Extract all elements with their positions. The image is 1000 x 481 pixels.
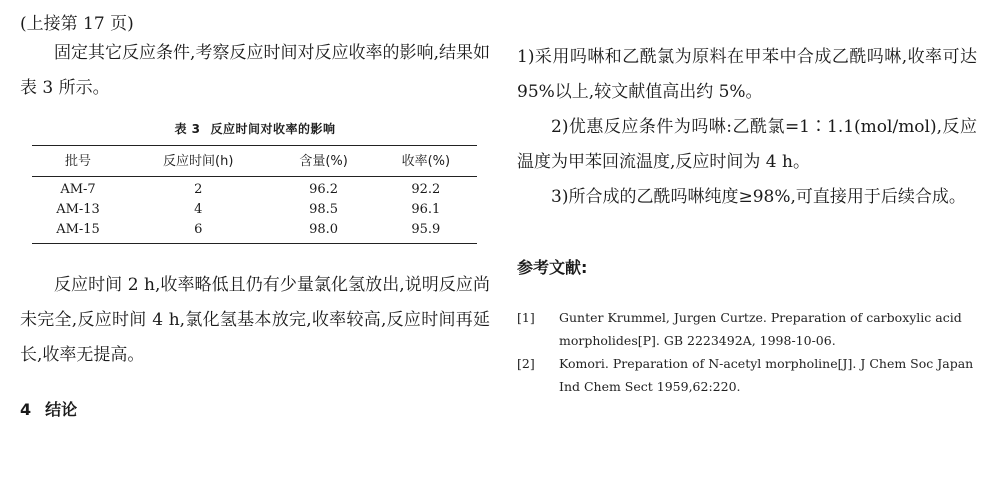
cell-batch: AM-15 [32,220,124,244]
reaction-time-table [32,145,477,244]
table-caption [20,120,490,137]
cell-reaction-time: 4 [194,202,203,217]
reference-item [517,352,977,398]
cell-content: 96.2 [309,182,339,197]
cell-reaction-time: 6 [124,220,272,244]
conclusion-item: 3)所合成的乙酰吗啉纯度≥98%,可直接用于后续合成。 [551,187,966,207]
intro-paragraph: 固定其它反应条件,考察反应时间对反应收率的影响,结果如表 3 所示。 [20,43,490,98]
reference-text: Komori. Preparation of N-acetyl morpholine[J]. J Chem Soc Japan Ind Chem Sect 1959,62:220. [559,356,974,394]
cell-content: 98.5 [309,202,339,217]
table-row [32,200,477,220]
references-heading: 参考文献: [517,258,588,277]
continued-from-page-note: (上接第 17 页) [20,14,134,34]
section-title: 结论 [45,400,78,419]
discussion-paragraph: 反应时间 2 h,收率略低且仍有少量氯化氢放出,说明反应尚未完全,反应时间 4 h,氯化氢基本放完,收率较高,反应时间再延长,收率无提高。 [20,275,490,365]
left-column [20,12,490,420]
header-content: 含量(%) [272,146,374,177]
cell-yield: 95.9 [375,220,477,244]
header-batch: 批号 [32,146,124,177]
cell-batch: AM-13 [56,202,100,217]
section-number: 4 [20,400,32,419]
header-yield: 收率(%) [375,146,477,177]
table-caption-number: 表 3 [174,122,201,136]
reference-number: [1] [517,310,535,325]
right-column [517,40,977,398]
cell-yield: 96.1 [411,202,441,217]
cell-yield: 92.2 [411,182,441,197]
cell-batch: AM-7 [60,182,96,197]
table-row [32,177,477,201]
conclusion-item: 1)采用吗啉和乙酰氯为原料在甲苯中合成乙酰吗啉,收率可达 95%以上,较文献值高出约 5%。 [517,47,977,102]
reference-number: [2] [517,356,535,371]
section-heading [20,397,490,420]
reference-text: Gunter Krummel, Jurgen Curtze. Preparation of carboxylic acid morpholides[P]. GB 2223492A, 1998-10-06. [559,310,962,348]
cell-content: 98.0 [272,220,374,244]
header-reaction-time: 反应时间(h) [124,146,272,177]
table-header-row [32,146,477,177]
cell-reaction-time: 2 [194,182,203,197]
conclusion-item: 2)优惠反应条件为吗啉:乙酰氯=1∶1.1(mol/mol),反应温度为甲苯回流温度,反应时间为 4 h。 [517,117,977,172]
table-row [32,220,477,244]
table-caption-title: 反应时间对收率的影响 [210,122,336,136]
reference-item [517,306,977,352]
